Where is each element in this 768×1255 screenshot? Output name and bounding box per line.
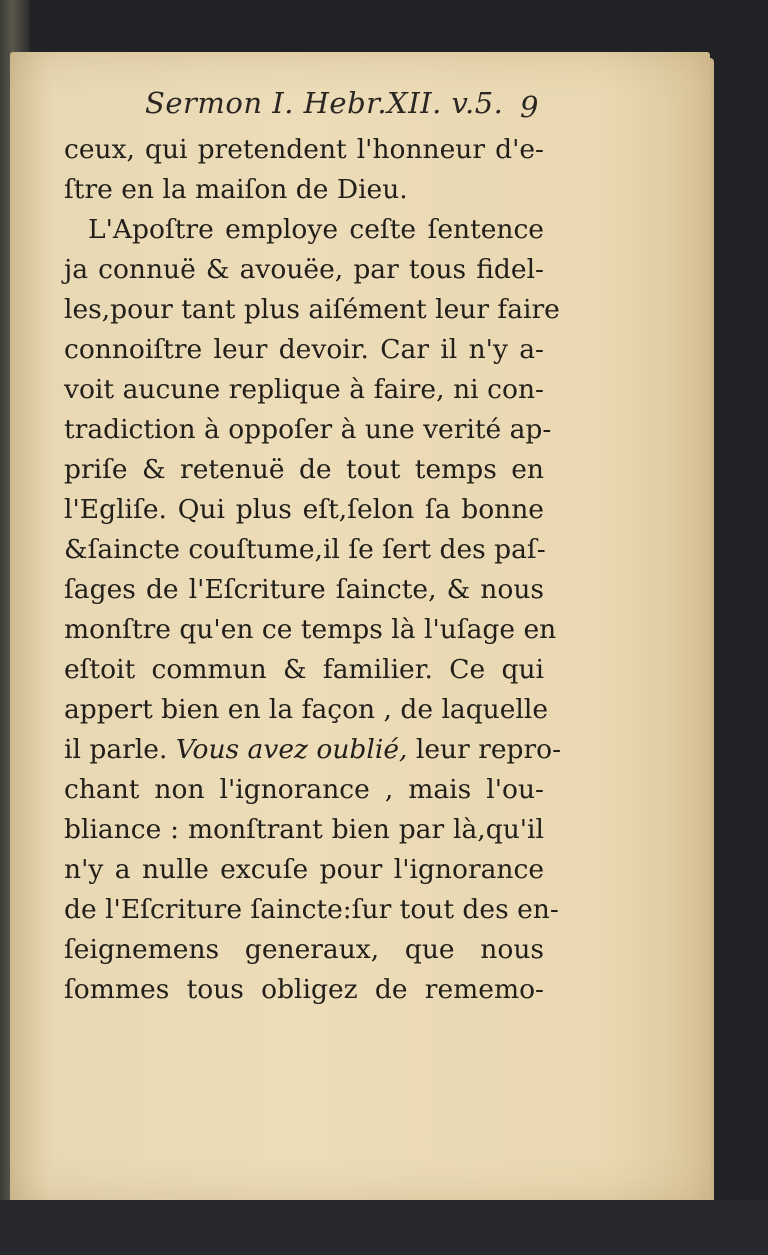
text-line: appert bien en la façon , de laquelle [64, 694, 549, 725]
text-line: &ſaincte couſtume,il ſe ſert des paſ- [64, 534, 546, 565]
text-line: ceux, qui pretendent l'honneur d'e- [64, 134, 544, 165]
scan-bottom-edge [0, 1200, 768, 1255]
italic-quotation: Vous avez oublié, [175, 734, 408, 765]
text-fragment: leur repro- [407, 734, 562, 765]
text-line: les,pour tant plus aiſément leur faire [64, 294, 560, 325]
text-line: ſeignemens generaux, que nous [64, 934, 544, 965]
text-line: l'Egliſe. Qui plus eſt,ſelon ſa bonne [64, 494, 544, 525]
text-line: ja connuë & avouëe, par tous fidel- [64, 254, 544, 285]
text-line: eſtoit commun & familier. Ce qui [64, 654, 544, 685]
text-line: bliance : monſtrant bien par là,qu'il [64, 814, 544, 845]
text-line: priſe & retenuë de tout temps en [64, 454, 544, 485]
text-line: ſages de l'Eſcriture ſaincte, & nous [64, 574, 544, 605]
text-line: monſtre qu'en ce temps là l'uſage en [64, 614, 557, 645]
text-line-with-quote [64, 730, 562, 770]
text-line: L'Apoſtre employe ceſte ſentence [88, 214, 544, 245]
text-line: ſommes tous obligez de rememo- [64, 974, 544, 1005]
text-line: voit aucune replique à faire, ni con- [64, 374, 544, 405]
running-title: Sermon I. Hebr.XII. v.5. [145, 86, 504, 120]
text-line: ſtre en la maiſon de Dieu. [64, 174, 408, 205]
text-line: connoiſtre leur devoir. Car il n'y a- [64, 334, 544, 365]
page-body [64, 130, 562, 1010]
page-number: 9 [520, 90, 539, 124]
text-fragment: il parle. [64, 734, 176, 765]
text-line: n'y a nulle excuſe pour l'ignorance [64, 854, 544, 885]
text-line: tradiction à oppoſer à une verité ap- [64, 414, 552, 445]
text-line: chant non l'ignorance , mais l'ou- [64, 774, 544, 805]
text-line: de l'Eſcriture ſaincte:ſur tout des en- [64, 894, 559, 925]
page-header [145, 86, 545, 124]
